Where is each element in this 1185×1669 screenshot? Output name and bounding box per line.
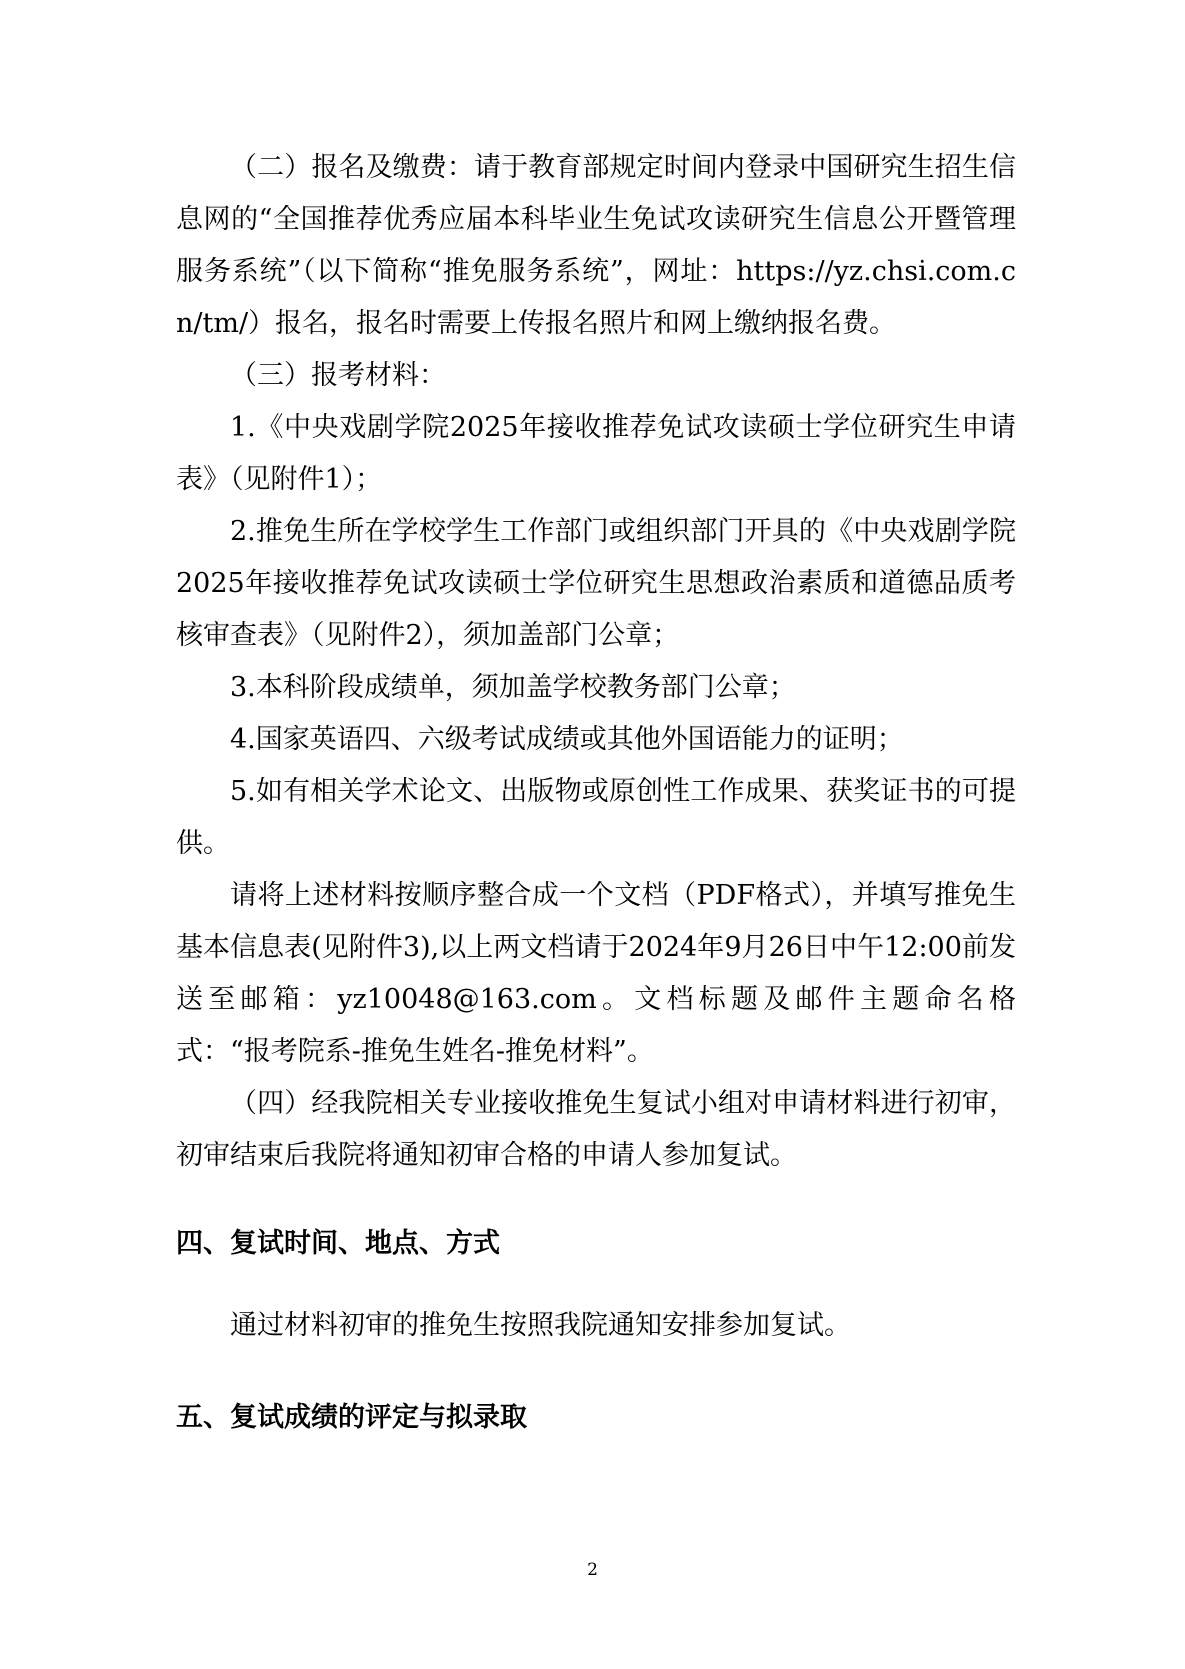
- paragraph-material-5: 5.如有相关学术论文、出版物或原创性工作成果、获奖证书的可提供。: [176, 776, 1016, 859]
- paragraph-submission-instructions: 请将上述材料按顺序整合成一个文档（PDF格式），并填写推免生基本信息表(见附件3),以上两文档请于2024年9月26日中午12:00前发送至邮箱：yz10048@163.com。文档标题及邮件主题命名格式：“报考院系-推免生姓名-推免材料”。: [176, 880, 1016, 1067]
- page-content: [176, 142, 1016, 1444]
- page-number: 2: [587, 1560, 598, 1580]
- section-heading-interview: 四、复试时间、地点、方式: [176, 1228, 500, 1259]
- paragraph-material-4: 4.国家英语四、六级考试成绩或其他外国语能力的证明；: [230, 724, 904, 755]
- paragraph-interview: 通过材料初审的推免生按照我院通知安排参加复试。: [230, 1310, 851, 1341]
- paragraph-material-2: 2.推免生所在学校学生工作部门或组织部门开具的《中央戏剧学院2025年接收推荐免试攻读硕士学位研究生思想政治素质和道德品质考核审查表》（见附件2），须加盖部门公章；: [176, 516, 1016, 651]
- paragraph-registration-fee: （二）报名及缴费：请于教育部规定时间内登录中国研究生招生信息网的“全国推荐优秀应届本科毕业生免试攻读研究生信息公开暨管理服务系统”（以下简称“推免服务系统”，网址：https://yz.chsi.com.cn/tm/）报名，报名时需要上传报名照片和网上缴纳报名费。: [176, 152, 1016, 339]
- paragraph-preliminary-review: （四）经我院相关专业接收推免生复试小组对申请材料进行初审，初审结束后我院将通知初审合格的申请人参加复试。: [176, 1088, 1016, 1171]
- paragraph-material-1: 1.《中央戏剧学院2025年接收推荐免试攻读硕士学位研究生申请表》（见附件1）；: [176, 412, 1016, 495]
- paragraph-material-3: 3.本科阶段成绩单，须加盖学校教务部门公章；: [230, 672, 796, 703]
- paragraph-materials-title: （三）报考材料：: [230, 360, 446, 391]
- section-heading-evaluation: 五、复试成绩的评定与拟录取: [176, 1402, 527, 1433]
